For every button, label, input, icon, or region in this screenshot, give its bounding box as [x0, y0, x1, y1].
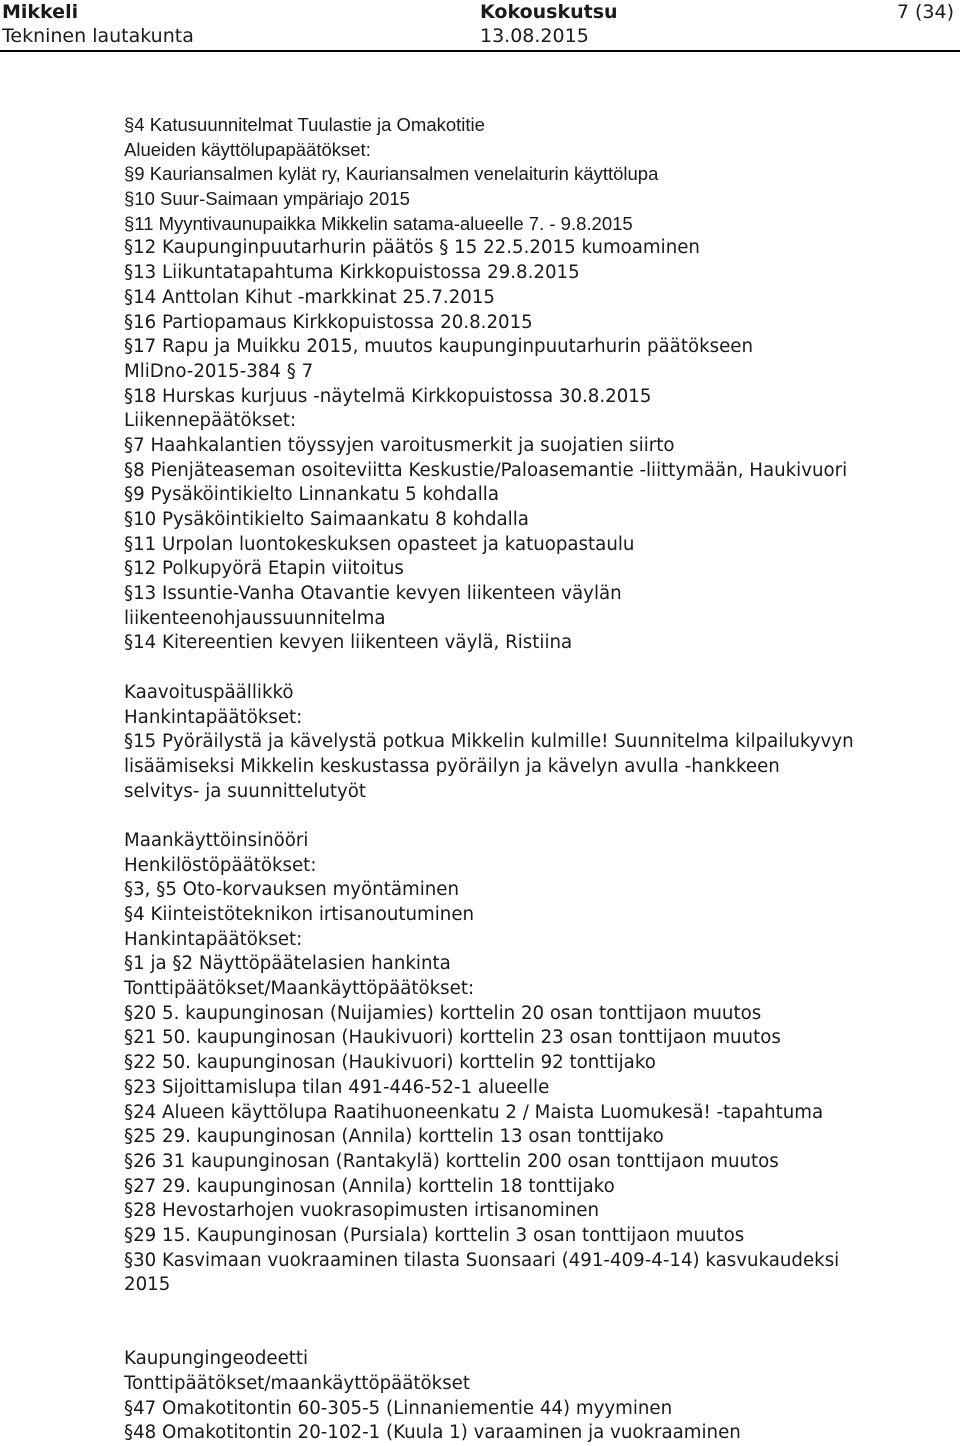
list-item: §11 Urpolan luontokeskuksen opasteet ja katuopastaulu	[124, 533, 635, 555]
list-item: §27 29. kaupunginosan (Annila) korttelin 18 tonttijako	[124, 1175, 615, 1197]
section-heading: Liikennepäätökset:	[124, 410, 297, 432]
list-item: §10 Pysäköintikielto Saimaankatu 8 kohdalla	[124, 509, 529, 530]
spacer	[124, 1323, 954, 1348]
list-item: §13 Issuntie-Vanha Otavantie kevyen liikenteen väylän	[124, 583, 622, 605]
list-item: §15 Pyöräilystä ja kävelystä potkua Mikkelin kulmille! Suunnitelma kilpailukyvyn	[124, 731, 854, 753]
list-item: §48 Omakotitontin 20-102-1 (Kuula 1) varaaminen ja vuokraaminen	[124, 1422, 741, 1444]
list-item: §25 29. kaupunginosan (Annila) korttelin 13 osan tonttijako	[124, 1126, 664, 1148]
header-middle	[480, 0, 618, 48]
list-item: §18 Hurskas kurjuus -näytelmä Kirkkopuistossa 30.8.2015	[124, 385, 652, 407]
list-item: §30 Kasvimaan vuokraaminen tilasta Suonsaari (491-409-4-14) kasvukaudeksi	[124, 1249, 840, 1271]
official-title: Kaupungingeodeetti	[124, 1348, 309, 1370]
list-item: §12 Kaupunginpuutarhurin päätös § 15 22.5.2015 kumoaminen	[124, 237, 700, 259]
list-item: §14 Kitereentien kevyen liikenteen väylä, Ristiina	[124, 632, 573, 654]
list-item: §14 Anttolan Kihut -markkinat 25.7.2015	[124, 286, 495, 308]
spacer	[124, 656, 954, 681]
spacer	[124, 804, 954, 829]
list-item: §13 Liikuntatapahtuma Kirkkopuistossa 29.8.2015	[124, 262, 580, 284]
list-item: Alueiden käyttölupapäätökset:	[124, 138, 371, 160]
list-item: §20 5. kaupunginosan (Nuijamies) korttelin 20 osan tonttijaon muutos	[124, 1002, 762, 1024]
section-heading: Hankintapäätökset:	[124, 928, 303, 950]
list-item: §1 ja §2 Näyttöpäätelasien hankinta	[124, 953, 451, 975]
list-item: liikenteenohjaussuunnitelma	[124, 607, 386, 629]
list-item: §7 Haahkalantien töyssyjen varoitusmerkit ja suojatien siirto	[124, 434, 675, 456]
list-item: §3, §5 Oto-korvauksen myöntäminen	[124, 879, 460, 901]
list-item: §10 Suur-Saimaan ympäriajo 2015	[124, 188, 410, 210]
list-item: §4 Katusuunnitelmat Tuulastie ja Omakotitie	[124, 114, 485, 135]
section-heading: Hankintapäätökset:	[124, 706, 303, 728]
meeting-date: 13.08.2015	[480, 25, 589, 47]
header-divider	[0, 50, 960, 52]
section-heading: Tonttipäätökset/Maankäyttöpäätökset:	[124, 978, 475, 1000]
section-heading: Tonttipäätökset/maankäyttöpäätökset	[124, 1373, 471, 1395]
header-right	[897, 0, 954, 24]
list-item: §11 Myyntivaunupaikka Mikkelin satama-alueelle 7. - 9.8.2015	[124, 212, 633, 234]
page-header	[0, 0, 960, 48]
list-item: §29 15. Kaupunginosan (Pursiala) korttelin 3 osan tonttijaon muutos	[124, 1224, 745, 1246]
list-item: §12 Polkupyörä Etapin viitoitus	[124, 558, 404, 580]
list-item: §22 50. kaupunginosan (Haukivuori) korttelin 92 tonttijako	[124, 1052, 656, 1074]
list-item: 2015	[124, 1274, 171, 1296]
list-item: §21 50. kaupunginosan (Haukivuori) korttelin 23 osan tonttijaon muutos	[124, 1027, 781, 1049]
list-item: §8 Pienjäteaseman osoiteviitta Keskustie/Paloasemantie -liittymään, Haukivuori	[124, 459, 848, 481]
list-item: §4 Kiinteistöteknikon irtisanoutuminen	[124, 904, 475, 925]
document-type: Kokouskutsu	[480, 1, 618, 23]
decision-list	[124, 113, 954, 1446]
list-item: §23 Sijoittamislupa tilan 491-446-52-1 alueelle	[124, 1076, 550, 1098]
list-item: MliDno-2015-384 § 7	[124, 360, 314, 382]
section-heading: Henkilöstöpäätökset:	[124, 854, 317, 876]
list-item: §24 Alueen käyttölupa Raatihuoneenkatu 2 / Maista Luomukesä! -tapahtuma	[124, 1101, 824, 1123]
list-item: §9 Kauriansalmen kylät ry, Kauriansalmen venelaiturin käyttölupa	[124, 163, 659, 185]
spacer	[124, 1298, 954, 1323]
list-item: §16 Partiopamaus Kirkkopuistossa 20.8.2015	[124, 311, 533, 333]
header-left	[2, 0, 194, 48]
list-item: §17 Rapu ja Muikku 2015, muutos kaupunginpuutarhurin päätökseen	[124, 336, 753, 358]
list-item: §9 Pysäköintikielto Linnankatu 5 kohdalla	[124, 484, 499, 506]
list-item: §28 Hevostarhojen vuokrasopimusten irtisanominen	[124, 1200, 600, 1222]
official-title: Maankäyttöinsinööri	[124, 829, 309, 851]
list-item: selvitys- ja suunnittelutyöt	[124, 780, 367, 802]
page-number: 7 (34)	[896, 1, 954, 23]
organization-name: Mikkeli	[2, 1, 79, 23]
list-item: §26 31 kaupunginosan (Rantakylä) korttelin 200 osan tonttijaon muutos	[124, 1150, 779, 1172]
list-item: lisäämiseksi Mikkelin keskustassa pyöräilyn ja kävelyn avulla -hankkeen	[124, 755, 780, 777]
list-item: §47 Omakotitontin 60-305-5 (Linnaniementie 44) myyminen	[124, 1397, 673, 1419]
official-title: Kaavoituspäällikkö	[124, 681, 294, 703]
committee-name: Tekninen lautakunta	[2, 25, 194, 47]
